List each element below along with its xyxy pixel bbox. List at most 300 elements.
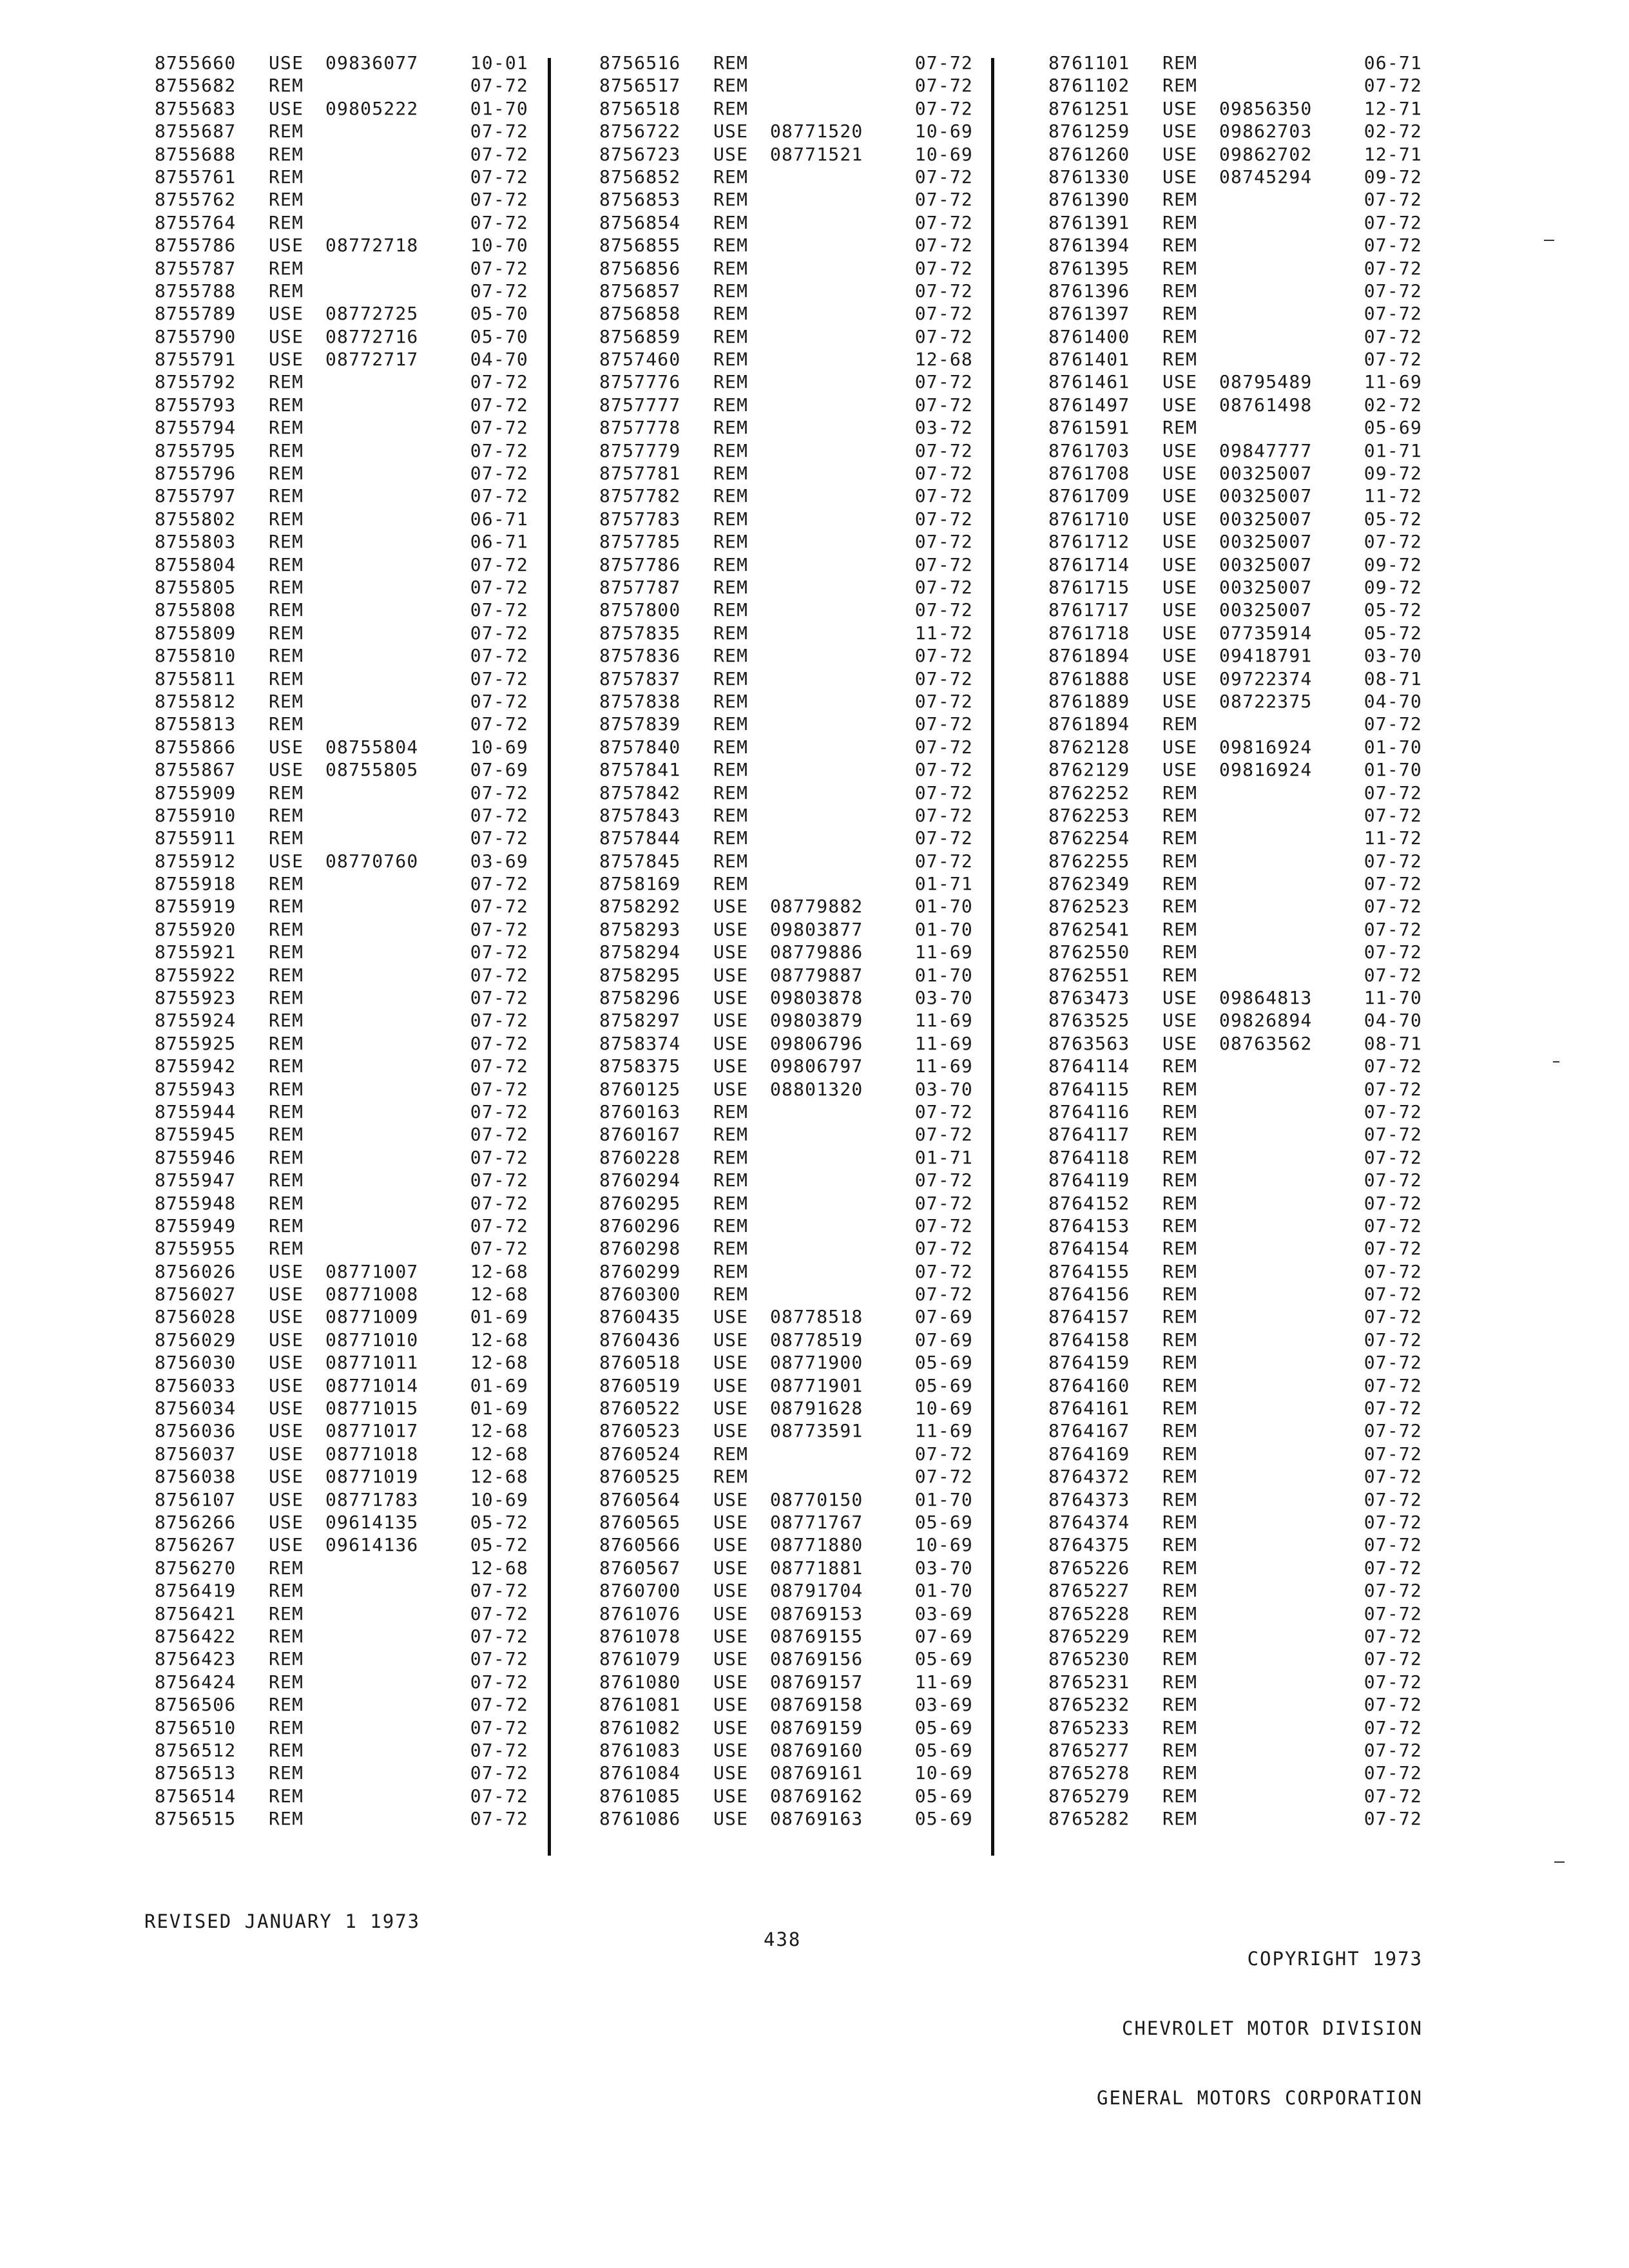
effective-date: 07-72	[470, 1124, 528, 1146]
replacement-part-number: 08769163	[770, 1808, 863, 1830]
replacement-part-number: 08769156	[770, 1648, 863, 1670]
part-number: 8755946	[155, 1146, 236, 1168]
action-code: USE	[1162, 371, 1198, 393]
part-number: 8755804	[155, 553, 236, 575]
effective-date: 07-72	[470, 417, 528, 439]
action-code: USE	[1162, 576, 1198, 598]
action-code: REM	[713, 166, 749, 187]
action-code: USE	[1162, 463, 1198, 485]
effective-date: 07-69	[470, 759, 528, 781]
part-number: 8764372	[1048, 1466, 1130, 1488]
effective-date: 07-72	[470, 964, 528, 986]
effective-date: 07-72	[470, 1238, 528, 1260]
part-number: 8756033	[155, 1374, 236, 1396]
part-number: 8760522	[599, 1398, 681, 1419]
effective-date: 07-72	[914, 1100, 973, 1122]
action-code: USE	[269, 1420, 304, 1442]
effective-date: 07-72	[1364, 1329, 1422, 1350]
part-number: 8761084	[599, 1762, 681, 1784]
part-number: 8761401	[1048, 349, 1130, 370]
replacement-part-number: 08779886	[770, 941, 863, 963]
effective-date: 08-71	[1364, 668, 1422, 689]
parts-row	[155, 758, 528, 781]
parts-row	[599, 1032, 973, 1055]
action-code: REM	[1162, 1512, 1198, 1533]
effective-date: 07-72	[470, 918, 528, 940]
parts-row	[155, 1762, 528, 1784]
action-code: USE	[1162, 553, 1198, 575]
action-code: REM	[1162, 1671, 1198, 1693]
action-code: REM	[713, 1260, 749, 1282]
effective-date: 07-72	[470, 371, 528, 393]
action-code: USE	[713, 1488, 749, 1510]
part-number: 8764167	[1048, 1420, 1130, 1442]
effective-date: 01-69	[470, 1306, 528, 1328]
action-code: USE	[269, 349, 304, 370]
action-code: REM	[1162, 1762, 1198, 1784]
parts-row	[155, 416, 528, 439]
parts-row	[155, 280, 528, 302]
part-number: 8762253	[1048, 804, 1130, 826]
parts-row	[1048, 1329, 1422, 1351]
part-number: 8756270	[155, 1557, 236, 1579]
parts-row	[599, 280, 973, 302]
replacement-part-number: 08771014	[325, 1374, 419, 1396]
effective-date: 07-72	[914, 97, 973, 119]
part-number: 8763525	[1048, 1010, 1130, 1032]
effective-date: 11-69	[914, 1420, 973, 1442]
action-code: REM	[713, 668, 749, 689]
action-code: USE	[269, 52, 304, 73]
effective-date: 07-72	[914, 576, 973, 598]
part-number: 8760228	[599, 1146, 681, 1168]
part-number: 8762255	[1048, 850, 1130, 872]
effective-date: 07-72	[1364, 1420, 1422, 1442]
replacement-part-number: 09862703	[1219, 120, 1313, 142]
action-code: USE	[269, 325, 304, 347]
action-code: USE	[713, 1785, 749, 1807]
parts-row	[599, 52, 973, 74]
action-code: USE	[1162, 485, 1198, 507]
part-number: 8761083	[599, 1739, 681, 1761]
replacement-part-number: 08769157	[770, 1671, 863, 1693]
replacement-part-number: 08772725	[325, 303, 419, 325]
effective-date: 11-69	[914, 1055, 973, 1077]
action-code: REM	[1162, 827, 1198, 849]
effective-date: 01-70	[914, 918, 973, 940]
action-code: USE	[1162, 987, 1198, 1009]
action-code: REM	[713, 1192, 749, 1214]
action-code: REM	[269, 576, 304, 598]
division-line: CHEVROLET MOTOR DIVISION	[1121, 2017, 1423, 2039]
replacement-part-number: 08771767	[770, 1512, 863, 1533]
action-code: USE	[269, 1260, 304, 1282]
action-code: REM	[713, 211, 749, 233]
parts-row	[155, 1009, 528, 1032]
part-number: 8761260	[1048, 143, 1130, 165]
action-code: REM	[713, 1215, 749, 1236]
effective-date: 07-72	[1364, 713, 1422, 735]
part-number: 8755910	[155, 804, 236, 826]
parts-row	[155, 1192, 528, 1215]
replacement-part-number: 08795489	[1219, 371, 1313, 393]
action-code: REM	[713, 759, 749, 781]
action-code: REM	[1162, 1260, 1198, 1282]
action-code: REM	[713, 463, 749, 485]
effective-date: 07-72	[914, 235, 973, 256]
parts-row	[1048, 52, 1422, 74]
effective-date: 07-72	[914, 1466, 973, 1488]
action-code: REM	[713, 417, 749, 439]
effective-date: 11-72	[1364, 485, 1422, 507]
effective-date: 05-72	[1364, 599, 1422, 621]
parts-row	[599, 1146, 973, 1169]
effective-date: 01-70	[914, 1488, 973, 1510]
part-number: 8764115	[1048, 1078, 1130, 1100]
part-number: 8757776	[599, 371, 681, 393]
parts-row	[155, 713, 528, 735]
action-code: REM	[713, 52, 749, 73]
effective-date: 07-72	[470, 1078, 528, 1100]
parts-row	[155, 348, 528, 370]
replacement-part-number: 08771901	[770, 1374, 863, 1396]
part-number: 8756266	[155, 1512, 236, 1533]
action-code: REM	[713, 189, 749, 211]
part-number: 8764169	[1048, 1443, 1130, 1465]
parts-row	[155, 1397, 528, 1419]
part-number: 8755788	[155, 280, 236, 302]
parts-row	[1048, 1237, 1422, 1260]
action-code: REM	[1162, 1694, 1198, 1716]
action-code: REM	[713, 439, 749, 461]
replacement-part-number: 00325007	[1219, 485, 1313, 507]
parts-row	[599, 1009, 973, 1032]
parts-row	[155, 918, 528, 941]
effective-date: 07-72	[470, 1762, 528, 1784]
action-code: USE	[713, 1420, 749, 1442]
action-code: REM	[1162, 325, 1198, 347]
parts-row	[1048, 1100, 1422, 1123]
parts-row	[1048, 553, 1422, 576]
action-code: REM	[713, 349, 749, 370]
action-code: REM	[269, 1100, 304, 1122]
effective-date: 07-72	[914, 690, 973, 712]
parts-row	[1048, 1739, 1422, 1762]
action-code: USE	[269, 303, 304, 325]
replacement-part-number: 08771521	[770, 143, 863, 165]
part-number: 8761497	[1048, 394, 1130, 416]
action-code: REM	[269, 1055, 304, 1077]
replacement-part-number: 09806797	[770, 1055, 863, 1077]
parts-row	[599, 1785, 973, 1807]
parts-row	[1048, 188, 1422, 211]
replacement-part-number: 09803878	[770, 987, 863, 1009]
replacement-part-number: 09856350	[1219, 97, 1313, 119]
parts-row	[1048, 1648, 1422, 1670]
effective-date: 07-72	[1364, 1488, 1422, 1510]
action-code: REM	[269, 1124, 304, 1146]
parts-row	[1048, 1260, 1422, 1283]
replacement-part-number: 09614136	[325, 1534, 419, 1556]
effective-date: 10-69	[470, 736, 528, 758]
effective-date: 03-72	[914, 417, 973, 439]
part-number: 8757778	[599, 417, 681, 439]
part-number: 8757845	[599, 850, 681, 872]
part-number: 8761082	[599, 1716, 681, 1738]
effective-date: 07-72	[1364, 1238, 1422, 1260]
action-code: REM	[1162, 1283, 1198, 1305]
part-number: 8755808	[155, 599, 236, 621]
replacement-part-number: 08771008	[325, 1283, 419, 1305]
effective-date: 07-72	[470, 394, 528, 416]
part-number: 8763563	[1048, 1032, 1130, 1054]
effective-date: 07-72	[914, 668, 973, 689]
part-number: 8757785	[599, 531, 681, 553]
part-number: 8755793	[155, 394, 236, 416]
effective-date: 06-71	[470, 531, 528, 553]
part-number: 8761703	[1048, 439, 1130, 461]
effective-date: 07-72	[1364, 804, 1422, 826]
parts-row	[1048, 827, 1422, 849]
revision-note: REVISED JANUARY 1 1973	[144, 1910, 421, 1932]
part-number: 8756857	[599, 280, 681, 302]
effective-date: 12-68	[470, 1329, 528, 1350]
action-code: USE	[713, 1032, 749, 1054]
effective-date: 01-69	[470, 1398, 528, 1419]
part-number: 8756856	[599, 257, 681, 279]
parts-row	[155, 1055, 528, 1077]
action-code: REM	[269, 143, 304, 165]
part-number: 8755813	[155, 713, 236, 735]
replacement-part-number: 08771880	[770, 1534, 863, 1556]
effective-date: 04-70	[1364, 690, 1422, 712]
part-number: 8755867	[155, 759, 236, 781]
effective-date: 05-72	[1364, 622, 1422, 644]
action-code: REM	[269, 508, 304, 530]
action-code: REM	[1162, 1648, 1198, 1670]
effective-date: 07-72	[470, 987, 528, 1009]
effective-date: 07-72	[914, 1215, 973, 1236]
action-code: USE	[1162, 97, 1198, 119]
parts-row	[599, 1169, 973, 1191]
action-code: REM	[269, 280, 304, 302]
action-code: USE	[713, 1694, 749, 1716]
parts-row	[155, 1100, 528, 1123]
effective-date: 07-72	[470, 1808, 528, 1830]
action-code: REM	[1162, 257, 1198, 279]
action-code: REM	[713, 1283, 749, 1305]
part-number: 8760523	[599, 1420, 681, 1442]
parts-row	[155, 74, 528, 97]
parts-row	[599, 1557, 973, 1579]
parts-row	[1048, 1192, 1422, 1215]
effective-date: 05-69	[914, 1374, 973, 1396]
effective-date: 07-72	[1364, 235, 1422, 256]
part-number: 8755660	[155, 52, 236, 73]
parts-row	[599, 462, 973, 485]
effective-date: 05-69	[914, 1352, 973, 1374]
parts-row	[155, 485, 528, 507]
action-code: REM	[269, 918, 304, 940]
replacement-part-number: 08769162	[770, 1785, 863, 1807]
part-number: 8758375	[599, 1055, 681, 1077]
parts-row	[1048, 644, 1422, 667]
parts-row	[1048, 1351, 1422, 1374]
effective-date: 05-69	[914, 1739, 973, 1761]
part-number: 8756855	[599, 235, 681, 256]
parts-row	[155, 1237, 528, 1260]
action-code: USE	[713, 1306, 749, 1328]
action-code: REM	[713, 280, 749, 302]
parts-row	[155, 1351, 528, 1374]
parts-row	[1048, 964, 1422, 986]
parts-row	[599, 1693, 973, 1716]
part-number: 8757777	[599, 394, 681, 416]
parts-row	[599, 1716, 973, 1739]
effective-date: 01-70	[470, 97, 528, 119]
effective-date: 07-72	[1364, 1192, 1422, 1214]
parts-row	[155, 302, 528, 325]
effective-date: 07-72	[1364, 941, 1422, 963]
part-number: 8764118	[1048, 1146, 1130, 1168]
part-number: 8764156	[1048, 1283, 1130, 1305]
part-number: 8761394	[1048, 235, 1130, 256]
effective-date: 07-72	[470, 1580, 528, 1602]
part-number: 8761712	[1048, 531, 1130, 553]
part-number: 8761102	[1048, 75, 1130, 97]
action-code: USE	[713, 941, 749, 963]
margin-mark	[1553, 1061, 1559, 1062]
effective-date: 06-71	[1364, 52, 1422, 73]
part-number: 8761894	[1048, 645, 1130, 667]
parts-row	[155, 644, 528, 667]
parts-row	[1048, 622, 1422, 644]
parts-row	[1048, 1283, 1422, 1305]
action-code: REM	[713, 1146, 749, 1168]
parts-row	[1048, 1716, 1422, 1739]
parts-row	[599, 1374, 973, 1397]
effective-date: 11-69	[914, 941, 973, 963]
action-code: USE	[1162, 1032, 1198, 1054]
parts-row	[1048, 895, 1422, 918]
effective-date: 07-72	[914, 713, 973, 735]
action-code: REM	[713, 485, 749, 507]
parts-row	[155, 599, 528, 621]
parts-row	[599, 736, 973, 758]
action-code: REM	[713, 782, 749, 803]
action-code: USE	[1162, 120, 1198, 142]
parts-row	[1048, 166, 1422, 188]
part-number: 8755943	[155, 1078, 236, 1100]
effective-date: 07-72	[470, 782, 528, 803]
action-code: USE	[713, 1398, 749, 1419]
parts-row	[599, 416, 973, 439]
part-number: 8764373	[1048, 1488, 1130, 1510]
part-number: 8763473	[1048, 987, 1130, 1009]
action-code: REM	[713, 508, 749, 530]
parts-row	[599, 895, 973, 918]
effective-date: 11-72	[1364, 827, 1422, 849]
parts-row	[599, 918, 973, 941]
parts-row	[155, 143, 528, 166]
parts-row	[599, 1215, 973, 1237]
replacement-part-number: 08771018	[325, 1443, 419, 1465]
parts-row	[599, 986, 973, 1009]
parts-row	[599, 1237, 973, 1260]
part-number: 8761085	[599, 1785, 681, 1807]
action-code: REM	[1162, 211, 1198, 233]
action-code: REM	[269, 668, 304, 689]
parts-row	[155, 736, 528, 758]
action-code: REM	[713, 645, 749, 667]
parts-row	[599, 97, 973, 120]
parts-row	[1048, 1123, 1422, 1146]
effective-date: 07-72	[1364, 1055, 1422, 1077]
effective-date: 07-72	[914, 439, 973, 461]
part-number: 8764117	[1048, 1124, 1130, 1146]
part-number: 8761888	[1048, 668, 1130, 689]
effective-date: 07-72	[470, 1169, 528, 1191]
part-number: 8760294	[599, 1169, 681, 1191]
action-code: REM	[269, 987, 304, 1009]
parts-row	[1048, 1533, 1422, 1556]
action-code: REM	[1162, 75, 1198, 97]
effective-date: 07-72	[914, 280, 973, 302]
action-code: REM	[269, 599, 304, 621]
action-code: REM	[1162, 280, 1198, 302]
action-code: REM	[269, 804, 304, 826]
parts-row	[155, 964, 528, 986]
effective-date: 07-72	[1364, 782, 1422, 803]
parts-row	[1048, 462, 1422, 485]
replacement-part-number: 00325007	[1219, 599, 1313, 621]
part-number: 8761079	[599, 1648, 681, 1670]
part-number: 8755925	[155, 1032, 236, 1054]
effective-date: 11-69	[914, 1010, 973, 1032]
parts-row	[155, 1671, 528, 1693]
parts-row	[599, 1443, 973, 1465]
part-number: 8762349	[1048, 873, 1130, 895]
part-number: 8755687	[155, 120, 236, 142]
effective-date: 07-72	[1364, 1169, 1422, 1191]
part-number: 8762254	[1048, 827, 1130, 849]
part-number: 8756037	[155, 1443, 236, 1465]
part-number: 8756513	[155, 1762, 236, 1784]
effective-date: 07-72	[470, 1146, 528, 1168]
effective-date: 04-70	[470, 349, 528, 370]
action-code: REM	[269, 1762, 304, 1784]
part-number: 8756028	[155, 1306, 236, 1328]
action-code: REM	[1162, 1466, 1198, 1488]
action-code: REM	[269, 713, 304, 735]
parts-row	[155, 1807, 528, 1830]
parts-row	[155, 1716, 528, 1739]
parts-row	[1048, 439, 1422, 462]
parts-row	[155, 120, 528, 142]
part-number: 8755912	[155, 850, 236, 872]
effective-date: 10-69	[914, 120, 973, 142]
part-number: 8755921	[155, 941, 236, 963]
effective-date: 03-69	[470, 850, 528, 872]
parts-row	[599, 348, 973, 370]
part-number: 8756512	[155, 1739, 236, 1761]
part-number: 8761461	[1048, 371, 1130, 393]
part-number: 8765226	[1048, 1557, 1130, 1579]
part-number: 8760518	[599, 1352, 681, 1374]
replacement-part-number: 08770150	[770, 1488, 863, 1510]
part-number: 8762523	[1048, 896, 1130, 918]
parts-row	[155, 1419, 528, 1442]
